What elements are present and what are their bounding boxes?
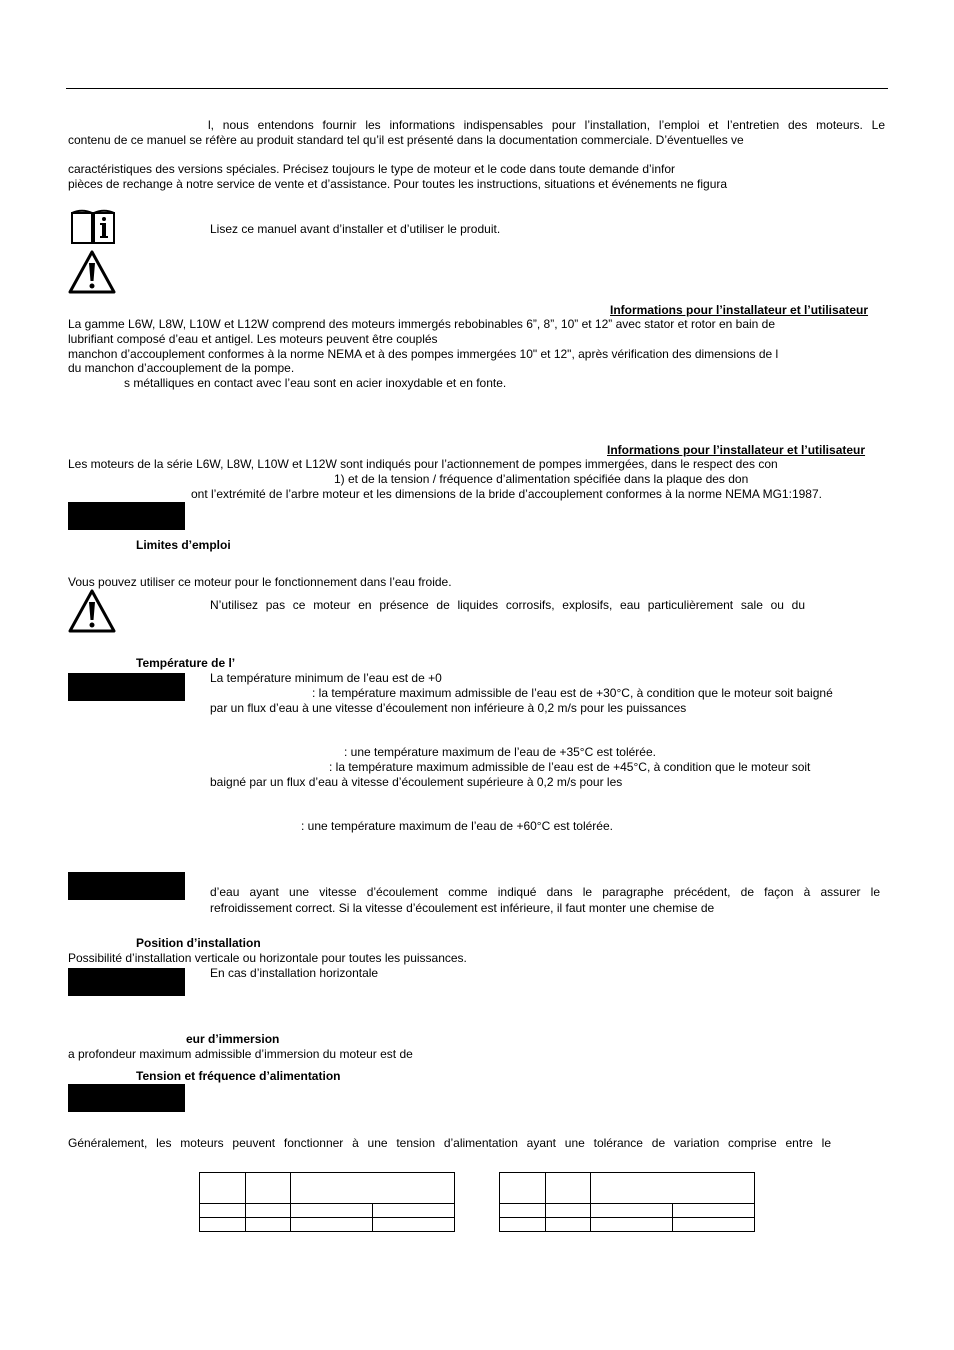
table-cell	[200, 1204, 246, 1218]
limits-cold-water: Vous pouvez utiliser ce moteur pour le fonctionnement dans l’eau froide.	[68, 575, 452, 589]
table-cell	[500, 1173, 546, 1204]
black-bar	[68, 968, 185, 996]
position-line-2: En cas d’installation horizontale	[210, 966, 379, 980]
table-cell	[591, 1204, 673, 1218]
temperature-line-7: : une température maximum de l’eau de +60°C est tolérée.	[301, 819, 613, 833]
voltage-line-1: Généralement, les moteurs peuvent fonctionner à une tension d’alimentation ayant une tolérance de variation comprise entre le	[68, 1136, 831, 1150]
section1-heading: Informations pour l’installateur et l’utilisateur	[610, 303, 869, 317]
temperature-line-6: baigné par un flux d’eau à vitesse d’écoulement supérieure à 0,2 m/s pour les	[210, 775, 623, 789]
black-bar	[68, 673, 185, 701]
table-cell	[291, 1204, 373, 1218]
table-cell	[200, 1218, 246, 1232]
table-cell	[591, 1218, 673, 1232]
intro-line-3: caractéristiques des versions spéciales. Précisez toujours le type de moteur et le code dans toute demande d’infor	[68, 162, 675, 176]
table-cell	[246, 1204, 291, 1218]
section2-line-2: 1) et de la tension / fréquence d’alimentation spécifiée dans la plaque des don	[334, 472, 749, 486]
table-cell	[546, 1218, 591, 1232]
section1-line-5: s métalliques en contact avec l’eau sont en acier inoxydable et en fonte.	[124, 376, 507, 390]
table-cell	[291, 1173, 455, 1204]
table-cell	[500, 1218, 546, 1232]
temperature-line-2: : la température maximum admissible de l’eau est de +30°C, à condition que le moteur soit baigné	[312, 686, 833, 700]
section2-heading: Informations pour l’installateur et l’utilisateur	[607, 443, 866, 457]
warning-triangle-icon	[67, 249, 117, 295]
temperature-heading: Température de l’	[136, 656, 236, 670]
position-heading: Position d’installation	[136, 936, 261, 950]
section1-line-1: La gamme L6W, L8W, L10W et L12W comprend des moteurs immergés rebobinables 6”, 8”, 10” et 12” avec stator et rotor en bain de	[68, 317, 776, 331]
intro-line-2: contenu de ce manuel se réfère au produit standard tel qu’il est présenté dans la documentation commerciale. D’éventuelles ve	[68, 133, 744, 147]
voltage-table-left	[199, 1172, 455, 1232]
limits-heading: Limites d’emploi	[136, 538, 231, 552]
section2-line-3: ont l’extrémité de l’arbre moteur et les dimensions de la bride d’accouplement conformes à la norme NEMA MG1:1987.	[191, 487, 822, 501]
table-cell	[673, 1218, 755, 1232]
temperature-line-1: La température minimum de l’eau est de +0	[210, 671, 442, 685]
warning-triangle-icon	[67, 588, 117, 634]
table-cell	[246, 1173, 291, 1204]
table-cell	[246, 1218, 291, 1232]
black-bar	[68, 1084, 185, 1112]
header-rule	[66, 88, 888, 89]
immersion-heading: eur d’immersion	[186, 1032, 280, 1046]
limits-warning: N’utilisez pas ce moteur en présence de liquides corrosifs, explosifs, eau particulièrement sale ou du	[210, 598, 805, 612]
table-cell	[200, 1173, 246, 1204]
black-bar	[68, 502, 185, 530]
table-cell	[546, 1204, 591, 1218]
intro-line-4: pièces de rechange à notre service de vente et d’assistance. Pour toutes les instructions, situations et événements ne figura	[68, 177, 728, 191]
section1-line-2: lubrifiant composé d’eau et antigel. Les moteurs peuvent être couplés	[68, 332, 438, 346]
table-cell	[500, 1204, 546, 1218]
section2-line-1: Les moteurs de la série L6W, L8W, L10W et L12W sont indiqués pour l’actionnement de pompes immergées, dans le respect des con	[68, 457, 778, 471]
position-line-1: Possibilité d’installation verticale ou horizontale pour toutes les puissances.	[68, 951, 467, 965]
section1-line-3: manchon d’accouplement conformes à la norme NEMA et à des pompes immergées 10" et 12", après vérification des dimensions de l	[68, 347, 779, 361]
voltage-table-right	[499, 1172, 755, 1232]
intro-line-1: l, nous entendons fournir les informations indispensables pour l’installation, l’emploi et l’entretien des moteurs. Le	[208, 118, 885, 132]
table-cell	[546, 1173, 591, 1204]
table-cell	[373, 1218, 455, 1232]
table-cell	[291, 1218, 373, 1232]
book-info-icon	[70, 209, 116, 245]
voltage-heading: Tension et fréquence d’alimentation	[136, 1069, 341, 1083]
read-manual-text: Lisez ce manuel avant d’installer et d’utiliser le produit.	[210, 222, 501, 236]
temperature-line-3: par un flux d’eau à une vitesse d’écoulement non inférieure à 0,2 m/s pour les puissances	[210, 701, 687, 715]
table-cell	[673, 1204, 755, 1218]
table-cell	[373, 1204, 455, 1218]
table-cell	[591, 1173, 755, 1204]
black-bar	[68, 872, 185, 900]
immersion-line-1: a profondeur maximum admissible d’immersion du moteur est de	[68, 1047, 413, 1061]
flow-line-2: refroidissement correct. Si la vitesse d’écoulement est inférieure, il faut monter une chemise de	[210, 901, 715, 915]
section1-line-4: du manchon d’accouplement de la pompe.	[68, 361, 295, 375]
temperature-line-5: : la température maximum admissible de l’eau est de +45°C, à condition que le moteur soit	[329, 760, 811, 774]
flow-line-1: d’eau ayant une vitesse d’écoulement comme indiqué dans le paragraphe précédent, de façon à assurer le	[210, 885, 880, 899]
temperature-line-4: : une température maximum de l’eau de +35°C est tolérée.	[344, 745, 656, 759]
